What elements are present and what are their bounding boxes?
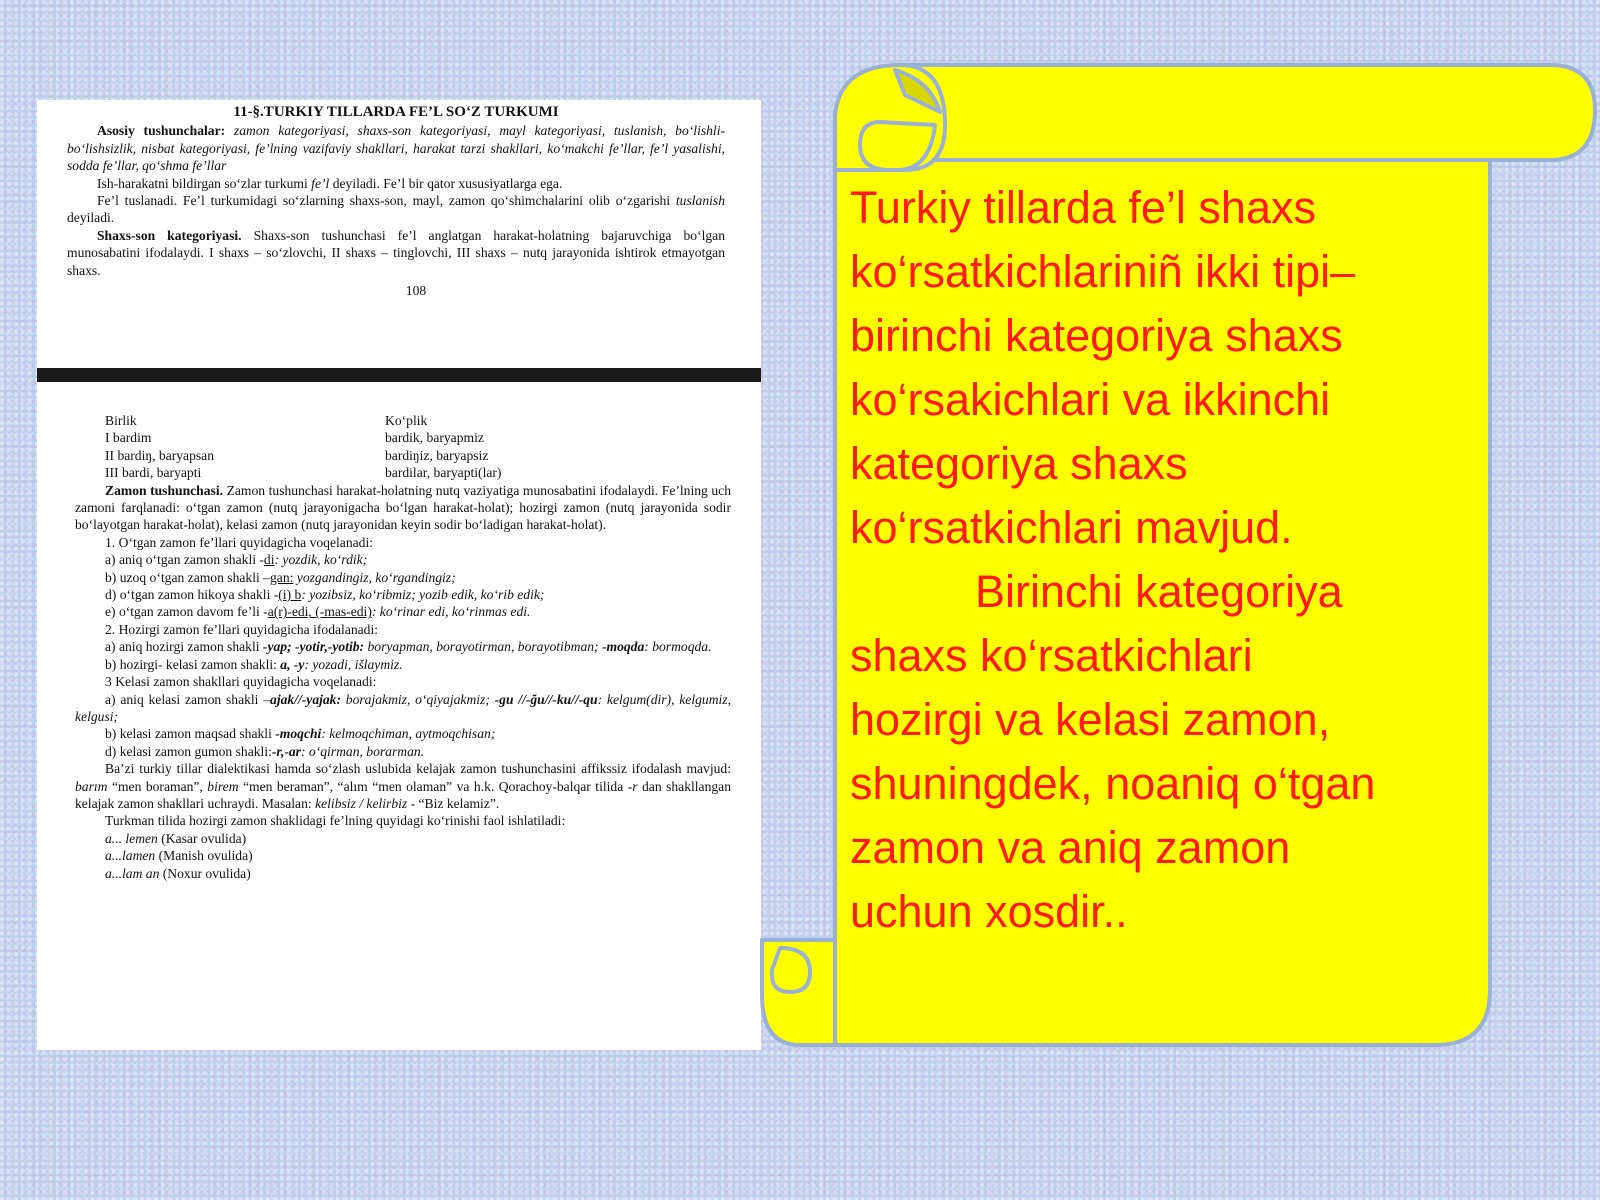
list-item: e) o‘tgan zamon davom fe’li -a(r)-edi, (-mas-edi): ko‘rinar edi, ko‘rinmas edi. [105, 604, 531, 620]
paragraph-definition: Ish-harakatni bildirgan so‘zlar turkumi fe’l deyiladi. Fe’l bir qator xususiyatlarga ega. [97, 175, 563, 191]
list-item: a) aniq o‘tgan zamon shakli -di: yozdik, ko‘rdik; [105, 552, 368, 568]
scroll-line: shaxs ko‘rsatkichlari [850, 630, 1253, 681]
key-concepts: Asosiy tushunchalar: zamon kategoriyasi, shaxs-son kategoriyasi, mayl kategoriyasi, tuslanish, bo‘lishli-bo‘lishsizlik, nisbat kategoriyasi, fe’lning vazifaviy shakllari, harakat tarzi shakllari, ko‘makchi fe’llar, fe’l yasalishi, sodda fe’llar, qo‘shma fe’llar [67, 123, 726, 174]
scroll-line: ko‘rsatkichlariniñ ikki tipi– [850, 246, 1356, 297]
list-item: 3 Kelasi zamon shakllari quyidagicha voqelanadi: [105, 674, 377, 690]
scroll-line: ko‘rsakichlari va ikkinchi [850, 374, 1331, 425]
scroll-text [850, 176, 1470, 944]
paragraph-tense: Zamon tushunchasi. Zamon tushunchasi harakat-holatning nutq vaziyatiga munosabatini ifodalaydi. Fe’lning uch zamoni farqlanadi: o‘tgan zamon (nutq jarayonigacha bo‘lgan harakat-holat); hozirgi zamon (nutq jarayonida sodir bo‘layotgan harakat-holat), kelasi zamon (nutq jarayonidan keyin sodir bo‘ladigan harakat-holat). [75, 482, 731, 533]
list-item: a) aniq kelasi zamon shakli –ajak//-yajak: borajakmiz, o‘qiyajakmiz; -gu //-ğu//-ku//-qu: kelgum(dir), kelgumiz, kelgusi; [75, 691, 731, 724]
scroll-line: hozirgi va kelasi zamon, [850, 694, 1331, 745]
scroll-line: birinchi kategoriya shaxs [850, 310, 1343, 361]
list-item: b) hozirgi- kelasi zamon shakli: a, -y: yozadi, išlaymiz. [105, 656, 403, 672]
list-item: b) kelasi zamon maqsad shakli -moqchi: kelmoqchiman, aytmoqchisan; [105, 726, 496, 742]
list-item: 2. Hozirgi zamon fe’llari quyidagicha ifodalanadi: [105, 621, 379, 637]
paragraph-dialects: Ba’zi turkiy tillar dialektikasi hamda so‘zlash uslubida kelajak zamon tushunchasini affikssiz ifodalash mavjud: barım “men boraman”, birem “men beraman”, “alım “men olaman” va h.k. Qorachoy-balqar tilida -r dan shakllangan kelajak zamon shakllari uchraydi. Masalan: kelibsiz / kelirbiz - “Biz kelamiz”. [75, 761, 732, 811]
paragraph-conjugation: Fe’l tuslanadi. Fe’l turkumidagi so‘zlarning shaxs-son, mayl, zamon qo‘shimchalarini olib o‘zgarishi tuslanish deyiladi. [67, 193, 725, 226]
scroll-line: shuningdek, noaniq o‘tgan [850, 758, 1376, 809]
scroll-line: Birinchi kategoriya [850, 566, 1343, 617]
list-item: d) kelasi zamon gumon shakli:-r,-ar: o‘qirman, borarman. [105, 743, 425, 759]
paragraph-turkmen: Turkman tilida hozirgi zamon shaklidagi fe’lning quyidagi ko‘rinishi faol ishlatiladi: [105, 813, 566, 829]
list-item: a) aniq hozirgi zamon shakli -yap; -yotir,-yotib: boryapman, borayotirman, borayotibman; -moqda: bormoqda. [105, 639, 712, 655]
paragraph-person-number: Shaxs-son kategoriyasi. Shaxs-son tushunchasi fe’l anglatgan harakat-holatning bajaruvchiga bo‘lgan munosabatini ifodalaydi. I shaxs – so‘zlovchi, II shaxs – tinglovchi, III shaxs – nutq jarayonida ishtirok etmayotgan shaxs. [67, 227, 725, 278]
scroll-line: Turkiy tillarda fe’l shaxs [850, 182, 1316, 233]
list-item: a...lamen (Manish ovulida) [105, 848, 253, 864]
table-row: II bardiŋ, baryapsan bardiŋiz, baryapsiz [105, 447, 489, 463]
scroll-line: kategoriya shaxs [850, 438, 1188, 489]
scroll-line: zamon va aniq zamon [850, 822, 1291, 873]
table-row: Birlik Ko‘plik [105, 413, 428, 428]
table-row: III bardi, baryapti bardilar, baryapti(lar) [105, 465, 502, 481]
table-row: I bardim bardik, baryapmiz [105, 430, 484, 446]
scroll-line: ko‘rsatkichlari mavjud. [850, 502, 1293, 553]
list-item: 1. O‘tgan zamon fe’llari quyidagicha voqelanadi: [105, 534, 373, 550]
list-item: a...lam an (Noxur ovulida) [105, 865, 251, 881]
section-title: 11-§.TURKIY TILLARDA FE’L SO‘Z TURKUMI [233, 104, 559, 120]
list-item: b) uzoq o‘tgan zamon shakli –gan: yozgandingiz, ko‘rgandingiz; [105, 569, 456, 585]
list-item: a... lemen (Kasar ovulida) [105, 830, 247, 846]
scroll-line: uchun xosdir.. [850, 886, 1128, 937]
list-item: d) o‘tgan zamon hikoya shakli -(i) b: yozibsiz, ko‘ribmiz; yozib edik, ko‘rib edik; [105, 587, 545, 603]
page-number: 108 [405, 283, 427, 299]
